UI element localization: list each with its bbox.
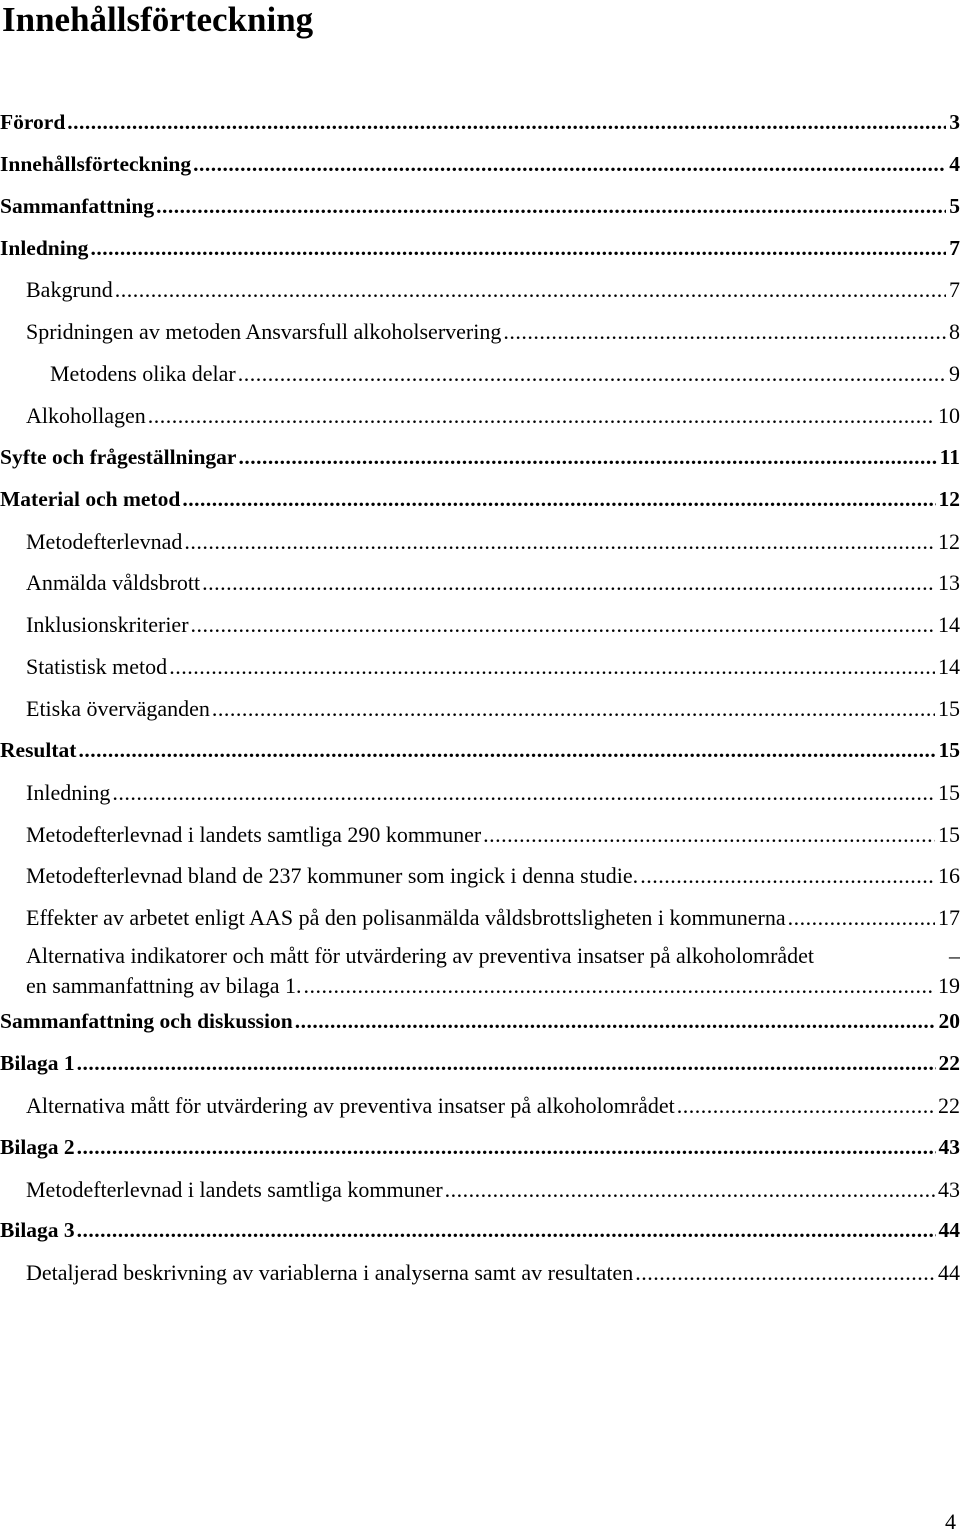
toc-dot-leader bbox=[77, 1127, 936, 1169]
toc-entry-title: Detaljerad beskrivning av variablerna i analyserna samt av resultaten bbox=[26, 1260, 634, 1286]
toc-dot-leader bbox=[635, 1252, 935, 1294]
toc-entry[interactable] bbox=[0, 855, 960, 897]
toc-entry[interactable] bbox=[0, 646, 960, 688]
toc-entry-title: Inledning bbox=[26, 779, 111, 805]
toc-entry-title: Resultat bbox=[0, 737, 77, 762]
toc-entry-page: 43 bbox=[938, 1176, 960, 1202]
toc-entry-title: Metodefterlevnad i landets samtliga 290 kommuner bbox=[26, 821, 482, 847]
toc-entry[interactable] bbox=[0, 144, 960, 186]
toc-entry-page: 7 bbox=[949, 235, 960, 260]
toc-dot-leader bbox=[112, 772, 935, 814]
toc-entry-title: Sammanfattning och diskussion bbox=[0, 1009, 293, 1034]
toc-entry-page: 13 bbox=[938, 570, 960, 596]
toc-entry[interactable] bbox=[0, 562, 960, 604]
toc-dot-leader bbox=[212, 688, 935, 730]
toc-entry[interactable] bbox=[0, 102, 960, 144]
toc-entry-title: Bilaga 2 bbox=[0, 1134, 75, 1159]
toc-dot-leader bbox=[148, 395, 935, 437]
toc-entry-title: Anmälda våldsbrott bbox=[26, 570, 201, 596]
toc-entry-title: Metodefterlevnad i landets samtliga kommuner bbox=[26, 1176, 443, 1202]
toc-entry-title: Metodens olika delar bbox=[50, 361, 236, 387]
toc-dot-leader bbox=[77, 1043, 936, 1085]
toc-entry-title: Statistisk metod bbox=[26, 654, 168, 680]
toc-entry-page: 9 bbox=[949, 361, 960, 387]
page-title: Innehållsförteckning bbox=[2, 0, 314, 39]
toc-entry-title: Bilaga 1 bbox=[0, 1051, 75, 1076]
toc-entry[interactable] bbox=[0, 730, 960, 772]
toc-entry-page: 8 bbox=[949, 319, 960, 345]
toc-entry-title: Inledning bbox=[0, 235, 89, 260]
toc-entry-page: 15 bbox=[938, 737, 960, 762]
toc-dot-leader bbox=[191, 604, 935, 646]
toc-entry-page: 17 bbox=[938, 905, 960, 931]
toc-entry-page: 4 bbox=[949, 151, 960, 176]
toc-entry-title: Förord bbox=[0, 110, 66, 134]
toc-dot-leader bbox=[184, 521, 935, 563]
toc-entry[interactable] bbox=[0, 228, 960, 270]
toc-entry[interactable] bbox=[0, 1252, 960, 1294]
toc-entry-page: 19 bbox=[938, 973, 960, 999]
toc-entry-title: Etiska överväganden bbox=[26, 696, 210, 722]
toc-entry[interactable] bbox=[0, 1169, 960, 1211]
toc-entry[interactable] bbox=[0, 1085, 960, 1127]
toc-entry-title: Effekter av arbetet enligt AAS på den polisanmälda våldsbrottsligheten i kommunerna bbox=[26, 905, 786, 931]
toc-dot-leader bbox=[90, 228, 946, 270]
toc-entry[interactable] bbox=[0, 772, 960, 814]
toc-entry[interactable] bbox=[0, 1210, 960, 1252]
toc-entry-page: 22 bbox=[938, 1051, 960, 1076]
toc-dot-leader bbox=[503, 311, 946, 353]
toc-dot-leader bbox=[788, 897, 935, 939]
toc-dot-leader bbox=[304, 971, 935, 1001]
toc-entry-title: Metodefterlevnad bland de 237 kommuner som ingick i denna studie. bbox=[26, 863, 639, 889]
toc-entry-page: 5 bbox=[949, 193, 960, 218]
toc-entry-page: 7 bbox=[949, 277, 960, 303]
toc-dot-leader bbox=[77, 1210, 936, 1252]
toc-entry-page: 20 bbox=[938, 1009, 960, 1034]
toc-dot-leader bbox=[78, 730, 935, 772]
toc-dot-leader bbox=[445, 1169, 935, 1211]
toc-dot-leader bbox=[640, 855, 935, 897]
toc-dot-leader bbox=[115, 269, 946, 311]
toc-dot-leader bbox=[202, 562, 935, 604]
toc-dot-leader bbox=[483, 814, 935, 856]
toc-entry-page: 22 bbox=[938, 1092, 960, 1118]
toc-dot-leader bbox=[677, 1085, 935, 1127]
toc-entry-multiline[interactable] bbox=[0, 941, 960, 1001]
toc-entry-page: 12 bbox=[938, 528, 960, 554]
toc-entry[interactable] bbox=[0, 814, 960, 856]
toc-dot-leader bbox=[295, 1001, 936, 1043]
toc-entry-page: 11 bbox=[939, 444, 960, 469]
toc-entry-dash: – bbox=[949, 943, 960, 969]
toc-entry-page: 10 bbox=[938, 403, 960, 429]
toc-entry-title: Metodefterlevnad bbox=[26, 528, 183, 554]
toc-entry-title: Syfte och frågeställningar bbox=[0, 444, 237, 469]
toc-entry-page: 15 bbox=[938, 821, 960, 847]
toc-entry[interactable] bbox=[0, 395, 960, 437]
toc-entry-page: 12 bbox=[938, 486, 960, 511]
toc-entry-page: 15 bbox=[938, 696, 960, 722]
toc-entry-page: 44 bbox=[938, 1260, 960, 1286]
toc-entry-page: 16 bbox=[938, 863, 960, 889]
toc-entry-page: 44 bbox=[938, 1218, 960, 1243]
toc-entry-page: 43 bbox=[938, 1134, 960, 1159]
toc-entry[interactable] bbox=[0, 897, 960, 939]
table-of-contents bbox=[0, 102, 960, 1294]
toc-entry[interactable] bbox=[0, 269, 960, 311]
toc-entry[interactable] bbox=[0, 353, 960, 395]
toc-entry-title: Material och metod bbox=[0, 486, 181, 511]
toc-entry[interactable] bbox=[0, 1043, 960, 1085]
page-number: 4 bbox=[945, 1509, 956, 1534]
toc-entry-title: Bilaga 3 bbox=[0, 1218, 75, 1243]
toc-entry[interactable] bbox=[0, 186, 960, 228]
toc-entry[interactable] bbox=[0, 311, 960, 353]
toc-entry-page: 14 bbox=[938, 654, 960, 680]
toc-entry-title: Bakgrund bbox=[26, 277, 113, 303]
toc-dot-leader bbox=[238, 437, 936, 479]
toc-entry-page: 15 bbox=[938, 779, 960, 805]
toc-entry[interactable] bbox=[0, 1127, 960, 1169]
toc-entry[interactable] bbox=[0, 604, 960, 646]
toc-entry[interactable] bbox=[0, 437, 960, 479]
toc-dot-leader bbox=[67, 102, 946, 144]
toc-entry[interactable] bbox=[0, 521, 960, 563]
toc-dot-leader bbox=[169, 646, 935, 688]
toc-entry[interactable] bbox=[0, 1001, 960, 1043]
toc-entry-title: Sammanfattning bbox=[0, 193, 155, 218]
toc-entry-title: Alkohollagen bbox=[26, 403, 146, 429]
toc-dot-leader bbox=[238, 353, 946, 395]
toc-entry-title: Innehållsförteckning bbox=[0, 151, 192, 176]
toc-entry-title: Alternativa mått för utvärdering av preventiva insatser på alkoholområdet bbox=[26, 1092, 675, 1118]
toc-entry-title: Inklusionskriterier bbox=[26, 612, 189, 638]
toc-dot-leader bbox=[193, 144, 946, 186]
toc-entry[interactable] bbox=[0, 688, 960, 730]
toc-dot-leader bbox=[182, 479, 935, 521]
toc-entry-title-line2: en sammanfattning av bilaga 1. bbox=[26, 973, 302, 999]
toc-entry[interactable] bbox=[0, 479, 960, 521]
toc-entry-page: 3 bbox=[949, 110, 960, 134]
toc-entry-title-line1: Alternativa indikatorer och mått för utvärdering av preventiva insatser på alkoholområdet bbox=[26, 943, 815, 969]
toc-dot-leader bbox=[156, 186, 946, 228]
toc-entry-page: 14 bbox=[938, 612, 960, 638]
toc-entry-title: Spridningen av metoden Ansvarsfull alkoholservering bbox=[26, 319, 502, 345]
